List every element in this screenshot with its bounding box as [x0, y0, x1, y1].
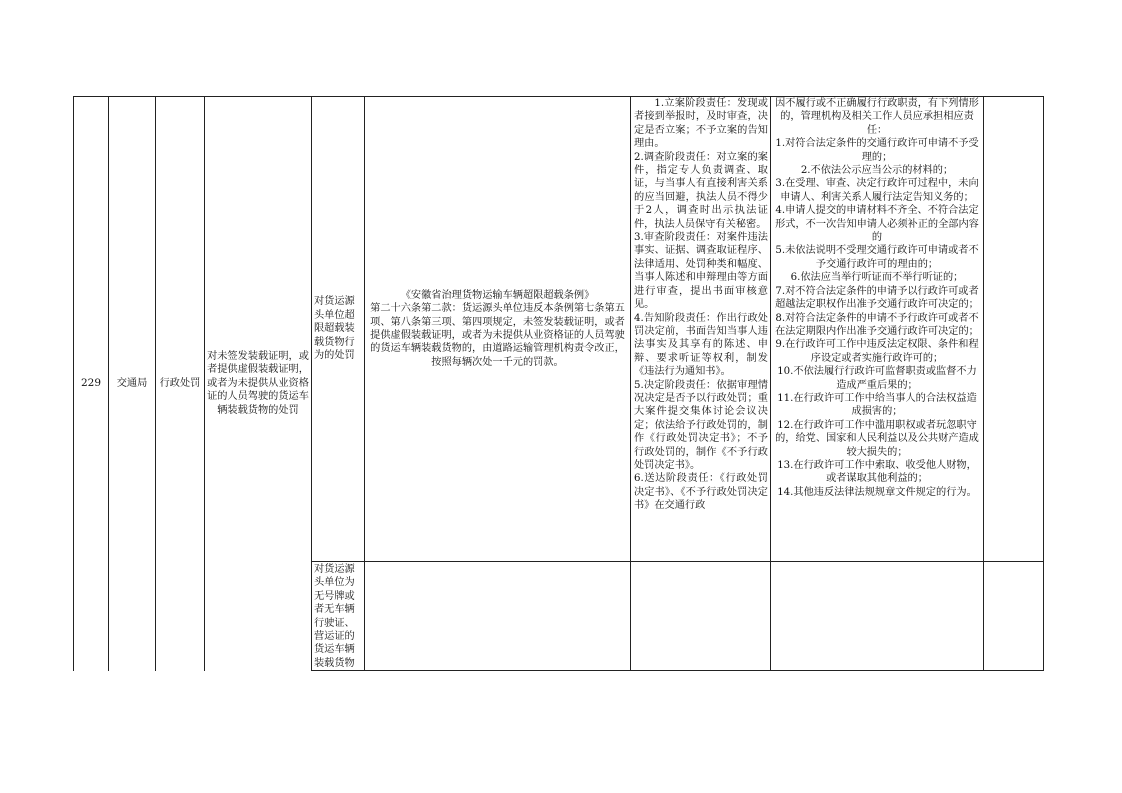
legal-basis-cell — [366, 562, 629, 670]
table-bottom-border — [311, 670, 1044, 671]
category-cell: 行政处罚 — [159, 377, 201, 389]
col-border — [311, 96, 312, 671]
accountability-cell: 因不履行或不正确履行行政职责，有下列情形的，管理机构及相关工作人员应承担相应责任： 1.对符合法定条件的交通行政许可申请不予受理的； 2.不依法公示应当公示的材料的； 3.在受理、审查、决定行政许可过程中，未向申请人、利害关系人履行法定告知义务的； 4.申请人提交的申请材料不齐全、不符合法定形式，不一次告知申请人必须补正的全部内容的 5.未依法说明不受理交通行政许可申请或者不予交通行政许可的理由的； 6.依法应当举行听证而不举行听证的； 7.对不符合法定条件的申请予以行政许可或者超越法定职权作出准予交通行政许可决定的； 8.对符合法定条件的申请不予行政许可或者不在法定期限内作出准予交通行政许可决定的； 9.在行政许可工作中违反法定权限、条件和程序设定或者实施行政许可的； 10.不依法履行行政许可监督职责或监督不力造成严重后果的； 11.在行政许可工作中给当事人的合法权益造成损害的； 12.在行政许可工作中滥用职权或者玩忽职守的，给党、国家和人民利益以及公共财产造成较大损失的； 13.在行政许可工作中索取、收受他人财物，或者谋取其他利益的； 14.其他违反法律法规规章文件规定的行为。 — [775, 98, 979, 498]
col-border — [204, 96, 205, 671]
col-border — [630, 96, 631, 671]
row-index: 229 — [80, 376, 102, 389]
sub-item-name: 对货运源头单位超限超载装载货物行为的处罚 — [314, 296, 355, 362]
responsibility-cell — [633, 562, 769, 670]
sub-item-name: 对货运源头单位为无号牌或者无车辆行驶证、营运证的货运车辆装载货物 — [314, 564, 355, 669]
col-border — [770, 96, 771, 671]
remark-cell — [984, 562, 1043, 670]
item-name-cell: 对未签发装载证明，或者提供虚假装载证明，或者为未提供从业资格证的人员驾驶的货运车辆装载货物的处罚 — [207, 350, 309, 416]
accountability-cell — [772, 562, 982, 670]
col-border — [364, 96, 365, 671]
col-border — [1043, 96, 1044, 671]
legal-basis-cell: 《安徽省治理货物运输车辆超限超载条例》 第二十六条第二款：货运源头单位违反本条例第七条第五项、第八条第三项、第四项规定，未签发装载证明，或者提供虚假装载证明，或者为未提供从业资格证的人员驾驶的货运车辆装载货物的，由道路运输管理机构责令改正，按照每辆次处一千元的罚款。 — [370, 289, 625, 368]
remark-cell — [984, 97, 1043, 561]
department-cell: 交通局 — [116, 377, 148, 389]
responsibility-cell: 1.立案阶段责任：发现或者接到举报时，及时审查，决定是否立案；不予立案的告知理由。 2.调查阶段责任：对立案的案件，指定专人负责调查、取证，与当事人有直接利害关系的应当回避，执法人员不得少于2人，调查时出示执法证件，执法人员保守有关秘密。 3.审查阶段责任：对案件违法事实、证据、调查取证程序、法律适用、处罚种类和幅度、当事人陈述和申辩理由等方面进行审查，提出书面审核意见。 4.告知阶段责任：作出行政处罚决定前，书面告知当事人违法事实及其享有的陈述、申辩、要求听证等权利，制发《违法行为通知书》。 5.决定阶段责任：依据审理情况决定是否予以行政处罚；重大案件提交集体讨论会议决定；依法给予行政处罚的，制作《行政处罚决定书》；不予行政处罚的，制作《不予行政处罚决定书》。 6.送达阶段责任：《行政处罚决定书》、《不予行政处罚决定书》在交通行政 — [634, 98, 768, 512]
